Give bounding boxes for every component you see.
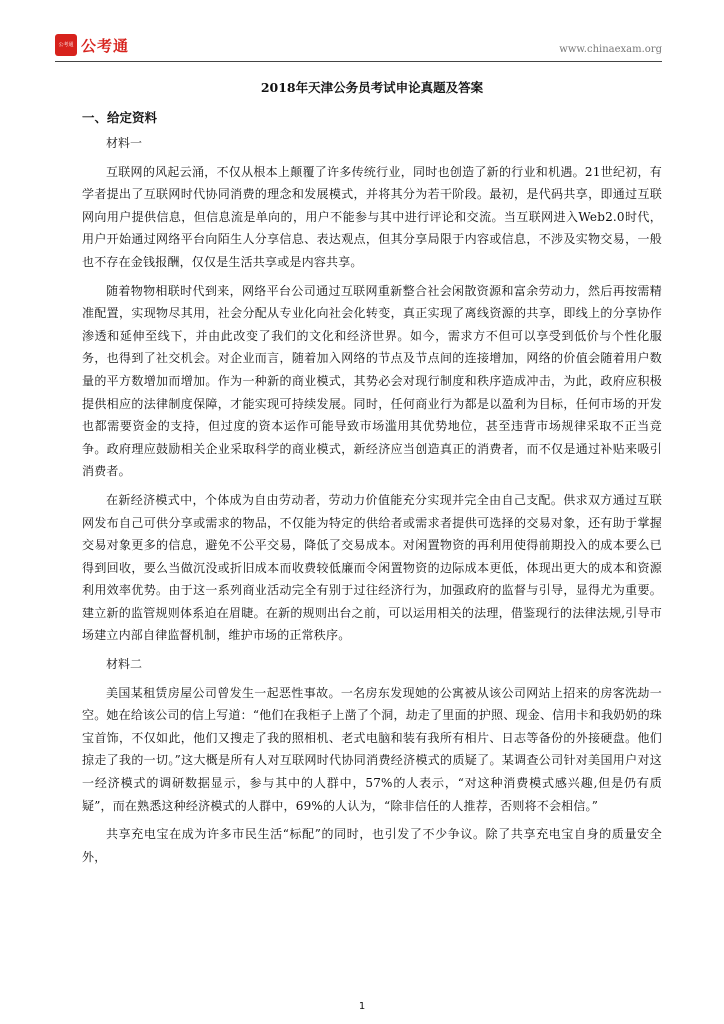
material-label-1: 材料一 <box>106 136 143 150</box>
document-body <box>82 78 662 868</box>
section-heading: 一、给定资料 <box>82 110 158 125</box>
paragraph: 互联网的风起云涌，不仅从根本上颠覆了许多传统行业，同时也创造了新的行业和机遇。21世纪初，有学者提出了互联网时代协同消费的理念和发展模式，并将其分为若干阶段。最初，是代码共享，即通过互联网向用户提供信息，但信息流是单向的，用户不能参与其中进行评论和交流。当互联网进入Web2.0时代，用户开始通过网络平台向陌生人分享信息、表达观点，但其分享局限于内容或信息，不涉及实物交易，一般也不存在金钱报酬，仅仅是生活共享或是内容共享。 <box>82 164 662 269</box>
paragraph: 共享充电宝在成为许多市民生活“标配”的同时，也引发了不少争议。除了共享充电宝自身的质量安全外， <box>82 827 662 864</box>
logo-text: 公考通 <box>81 36 130 55</box>
page-number: 1 <box>358 1001 366 1012</box>
site-url[interactable]: www.chinaexam.org <box>559 44 662 55</box>
document-title: 2018年天津公务员考试申论真题及答案 <box>260 80 484 95</box>
page-header <box>55 34 662 60</box>
paragraph: 随着物物相联时代到来，网络平台公司通过互联网重新整合社会闲散资源和富余劳动力，然后再按需精准配置，实现物尽其用，社会分配从专业化向社会化转变，真正实现了离线资源的共享，即线上的分享协作渗透和延伸至线下，并由此改变了我们的文化和经济世界。如今，需求方不但可以享受到低价与个性化服务，也得到了社交机会。对企业而言，随着加入网络的节点及节点间的连接增加，网络的价值会随着用户数量的平方数增加而增加。作为一种新的商业模式，其势必会对现行制度和秩序造成冲击，为此，政府应积极提供相应的法律制度保障，才能实现可持续发展。同时，任何商业行为都是以盈利为目标，任何市场的开发也都需要资金的支持，但过度的资本运作可能导致市场滥用其优势地位，甚至违背市场规律采取不正当竞争。政府理应鼓励相关企业采取科学的商业模式，新经济应当创造真正的消费者，而不仅是通过补贴来吸引消费者。 <box>82 283 662 479</box>
material-label-2: 材料二 <box>106 657 143 672</box>
paragraph: 在新经济模式中，个体成为自由劳动者，劳动力价值能充分实现并完全由自己支配。供求双方通过互联网发布自己可供分享或需求的物品，不仅能为特定的供给者或需求者提供可选择的交易对象，还有助于掌握交易对象更多的信息，避免不公平交易，降低了交易成本。对闲置物资的再利用使得前期投入的成本要么已得到回收，要么当做沉没或折旧成本而收费较低廉而令闲置物资的边际成本更低，体现出更大的成本和资源利用效率优势。由于这一系列商业活动完全有别于过往经济行为，加强政府的监督与引导，显得尤为重要。建立新的监管规则体系迫在眉睫。在新的规则出台之前，可以运用相关的法理，借鉴现行的法律法规,引导市场建立内部自律监督机制，维护市场的正常秩序。 <box>82 492 662 643</box>
header-divider <box>55 61 662 62</box>
logo[interactable] <box>55 34 129 56</box>
logo-mark: 公考通 <box>55 34 77 56</box>
paragraph: 美国某租赁房屋公司曾发生一起恶性事故。一名房东发现她的公寓被从该公司网站上招来的房客洗劫一空。她在给该公司的信上写道：“他们在我柜子上凿了个洞，劫走了里面的护照、现金、信用卡和我奶奶的珠宝首饰，不仅如此，他们又搜走了我的照相机、老式电脑和装有我所有相片、日志等备份的外接硬盘。他们掠走了我的一切。”这大概是所有人对互联网时代协同消费经济模式的质疑了。某调查公司针对美国用户对这一经济模式的调研数据显示，参与其中的人群中，57%的人表示，“对这种消费模式感兴趣,但是仍有质疑”，而在熟悉这种经济模式的人群中，69%的人认为，“除非信任的人推荐，否则将不会相信。” <box>82 685 662 813</box>
